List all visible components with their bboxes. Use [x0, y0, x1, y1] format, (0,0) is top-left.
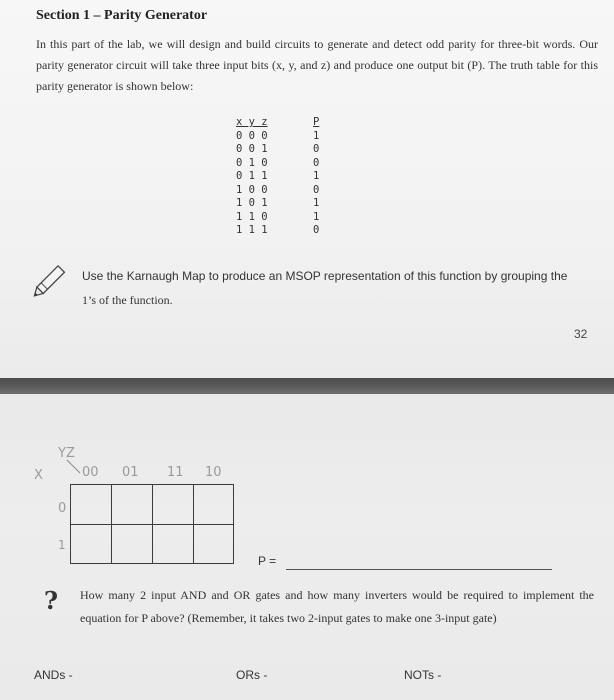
- kmap-row-label: 1: [58, 538, 66, 552]
- kmap-cell[interactable]: [70, 484, 112, 525]
- question-mark-icon: ?: [44, 586, 59, 615]
- truth-table-row: 1 1 1: [236, 224, 268, 236]
- truth-table-input-header: x y z: [236, 116, 268, 128]
- section-title: Section 1 – Parity Generator: [36, 8, 208, 23]
- kmap-corner-divider: [66, 458, 82, 474]
- truth-table-output-header: P: [313, 116, 320, 128]
- truth-table-output-value: 1: [313, 197, 320, 209]
- ors-answer-label: ORs -: [236, 668, 268, 682]
- truth-table-output: [313, 116, 319, 238]
- instruction-line-2: 1’s of the function.: [82, 293, 173, 307]
- kmap-cell[interactable]: [193, 524, 234, 564]
- truth-table-output-value: 0: [313, 183, 320, 196]
- truth-table-output-value: 1: [313, 129, 320, 142]
- truth-table-output-value: 0: [313, 156, 320, 169]
- truth-table-inputs: [236, 116, 268, 238]
- truth-table-row: 0 0 1: [236, 143, 268, 155]
- kmap-column-label: 00: [82, 465, 99, 480]
- intro-paragraph: In this part of the lab, we will design and build circuits to generate and detect odd parity for three-bit words. Our parity generator circuit will take three input bits (x, y, and z) and produce one output bit (P). The truth table for this parity generator is shown below:: [36, 37, 598, 93]
- kmap-column-label: 11: [167, 465, 184, 480]
- kmap-cell[interactable]: [111, 524, 153, 564]
- truth-table-row: 0 0 0: [236, 129, 268, 142]
- truth-table-output-value: 0: [313, 143, 320, 155]
- kmap-cell[interactable]: [193, 484, 234, 525]
- truth-table-row: 0 1 0: [236, 156, 268, 169]
- ands-answer-label: ANDs -: [34, 668, 73, 682]
- p-equation-answer-line[interactable]: [286, 569, 552, 570]
- kmap-column-label: 10: [205, 465, 222, 480]
- truth-table-output-value: 1: [313, 170, 320, 182]
- kmap-column-label: 01: [122, 465, 139, 480]
- gate-count-question: How many 2 input AND and OR gates and how many inverters would be required to implement the equation for P above? (Remember, it takes two 2-input gates to make one 3-input gate): [80, 588, 594, 625]
- kmap-cell[interactable]: [152, 524, 194, 564]
- truth-table-output-value: 1: [313, 210, 320, 223]
- kmap-cell[interactable]: [111, 484, 153, 525]
- kmap-grid: [70, 484, 234, 564]
- kmap-cell[interactable]: [152, 484, 194, 525]
- truth-table-row: 0 1 1: [236, 170, 268, 182]
- p-equation-label: P =: [258, 554, 277, 568]
- kmap-cell[interactable]: [70, 524, 112, 564]
- nots-answer-label: NOTs -: [404, 668, 442, 682]
- pencil-icon: [30, 257, 72, 303]
- instruction-line-1: Use the Karnaugh Map to produce an MSOP representation of this function by grouping the: [82, 269, 568, 283]
- kmap-row-label: 0: [58, 501, 67, 516]
- kmap-row-variable: X: [34, 468, 43, 483]
- truth-table-row: 1 0 1: [236, 197, 268, 209]
- kmap-instruction: [82, 264, 592, 312]
- page-number: 32: [574, 327, 588, 341]
- page-divider: [0, 378, 614, 394]
- kmap-column-variable: YZ: [58, 446, 75, 461]
- truth-table-row: 1 1 0: [236, 210, 268, 223]
- truth-table-row: 1 0 0: [236, 183, 268, 196]
- truth-table-output-value: 0: [313, 224, 320, 236]
